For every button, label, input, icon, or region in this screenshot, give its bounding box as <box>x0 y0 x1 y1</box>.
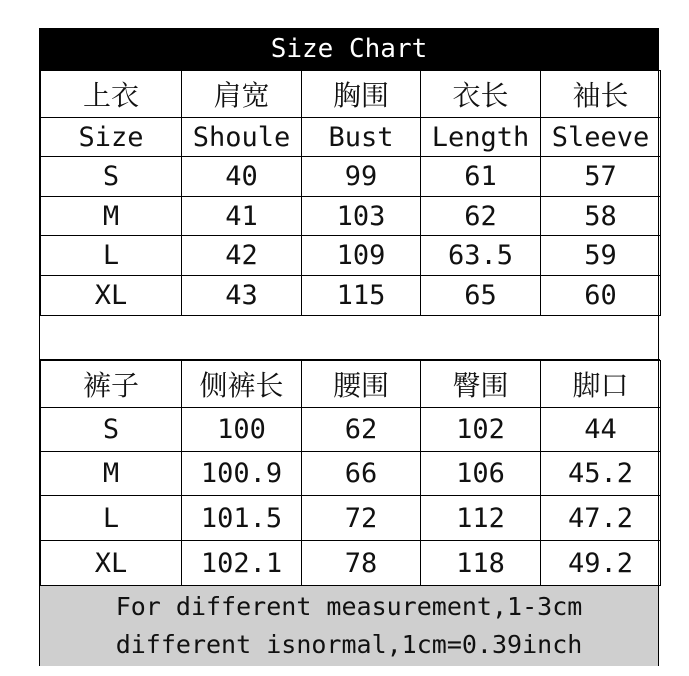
table-cell: XL <box>41 541 182 586</box>
table-cell: 102 <box>421 408 541 452</box>
header-cell: 胸围 <box>302 71 421 118</box>
header-cell: 裤子 <box>41 361 182 408</box>
header-cell: 腰围 <box>302 361 421 408</box>
header-cell: 臀围 <box>421 361 541 408</box>
table-cell: 62 <box>421 197 541 236</box>
table-cell: 58 <box>541 197 661 236</box>
table-cell: 42 <box>182 236 302 276</box>
header-cell: 肩宽 <box>182 71 302 118</box>
header-cell: Shoule <box>182 118 302 157</box>
table-row <box>41 197 661 236</box>
table-cell: 101.5 <box>182 496 302 541</box>
table-cell: 41 <box>182 197 302 236</box>
table-cell: 45.2 <box>541 452 661 496</box>
chart-title: Size Chart <box>40 29 658 70</box>
table-cell: 40 <box>182 157 302 197</box>
header-cell: 袖长 <box>541 71 661 118</box>
table-cell: 106 <box>421 452 541 496</box>
table-row <box>41 541 661 586</box>
note-line-1: For different measurement,1-3cm <box>115 592 583 621</box>
table-row <box>41 276 661 316</box>
header-cell: Size <box>41 118 182 157</box>
table-cell: 57 <box>541 157 661 197</box>
table-row <box>41 452 661 496</box>
table-cell: S <box>41 157 182 197</box>
table-cell: 66 <box>302 452 421 496</box>
tops-size-table <box>40 70 661 316</box>
table-cell: 112 <box>421 496 541 541</box>
header-cell: Bust <box>302 118 421 157</box>
table-cell: M <box>41 452 182 496</box>
table-cell: 78 <box>302 541 421 586</box>
table-cell: XL <box>41 276 182 316</box>
size-chart <box>39 28 659 666</box>
header-cell: 脚口 <box>541 361 661 408</box>
header-cell: Length <box>421 118 541 157</box>
table-cell: 62 <box>302 408 421 452</box>
table-row <box>41 236 661 276</box>
header-cell: 上衣 <box>41 71 182 118</box>
header-cell: 侧裤长 <box>182 361 302 408</box>
table-cell: 100 <box>182 408 302 452</box>
table-row <box>41 408 661 452</box>
table-spacer <box>40 315 660 360</box>
table-cell: 100.9 <box>182 452 302 496</box>
table-cell: 61 <box>421 157 541 197</box>
header-cell: 衣长 <box>421 71 541 118</box>
table-cell: M <box>41 197 182 236</box>
table-cell: 49.2 <box>541 541 661 586</box>
pants-size-table <box>40 360 661 586</box>
table-cell: 118 <box>421 541 541 586</box>
table-cell: 109 <box>302 236 421 276</box>
table-cell: 43 <box>182 276 302 316</box>
table-cell: 44 <box>541 408 661 452</box>
table-cell: 65 <box>421 276 541 316</box>
table-cell: S <box>41 408 182 452</box>
table-cell: 115 <box>302 276 421 316</box>
table-cell: 63.5 <box>421 236 541 276</box>
measurement-note <box>40 585 658 666</box>
table-cell: 60 <box>541 276 661 316</box>
table-cell: L <box>41 236 182 276</box>
table-cell: 99 <box>302 157 421 197</box>
table-cell: 59 <box>541 236 661 276</box>
table-cell: 47.2 <box>541 496 661 541</box>
table-cell: 103 <box>302 197 421 236</box>
header-cell: Sleeve <box>541 118 661 157</box>
table-cell: 102.1 <box>182 541 302 586</box>
table-row <box>41 157 661 197</box>
note-line-2: different isnormal,1cm=0.39inch <box>115 630 583 659</box>
tops-header-en-row <box>41 118 661 157</box>
tops-header-cn-row <box>41 71 661 118</box>
table-cell: 72 <box>302 496 421 541</box>
pants-header-row <box>41 361 661 408</box>
table-cell: L <box>41 496 182 541</box>
table-row <box>41 496 661 541</box>
